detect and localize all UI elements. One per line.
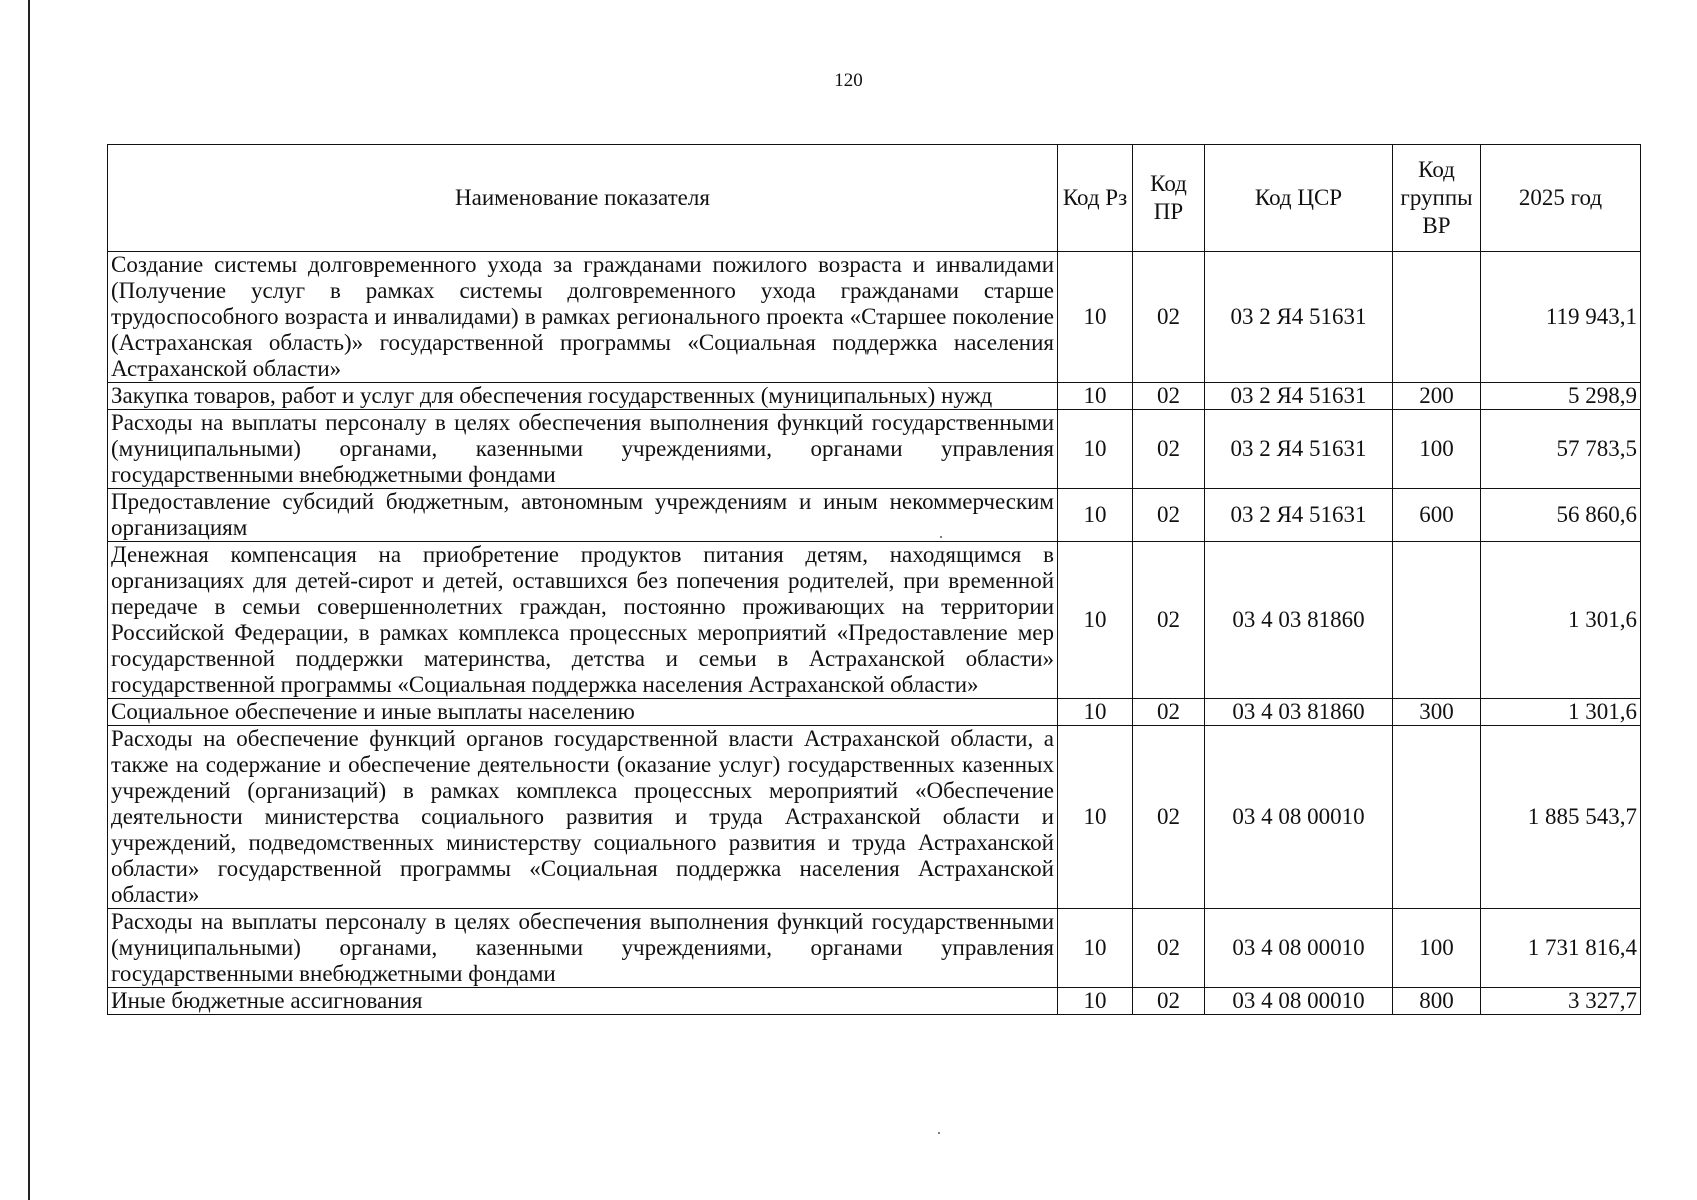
- header-csr: Код ЦСР: [1205, 145, 1393, 252]
- row-vr: 200: [1393, 383, 1481, 410]
- row-name: Социальное обеспечение и иные выплаты населению: [108, 699, 1058, 726]
- row-csr: 03 2 Я4 51631: [1205, 489, 1393, 542]
- row-rz: 10: [1058, 909, 1133, 988]
- row-name: Иные бюджетные ассигнования: [108, 988, 1058, 1015]
- row-csr: 03 2 Я4 51631: [1205, 252, 1393, 383]
- table-row: [108, 410, 1641, 489]
- table-row: [108, 909, 1641, 988]
- row-amount: 1 885 543,7: [1481, 726, 1641, 909]
- row-csr: 03 4 08 00010: [1205, 909, 1393, 988]
- row-amount: 119 943,1: [1481, 252, 1641, 383]
- row-csr: 03 4 03 81860: [1205, 542, 1393, 699]
- row-rz: 10: [1058, 410, 1133, 489]
- row-vr: [1393, 252, 1481, 383]
- row-pr: 02: [1133, 699, 1205, 726]
- row-vr: [1393, 542, 1481, 699]
- row-amount: 3 327,7: [1481, 988, 1641, 1015]
- row-vr: 800: [1393, 988, 1481, 1015]
- budget-table: [107, 144, 1641, 1015]
- row-rz: 10: [1058, 699, 1133, 726]
- row-name: Закупка товаров, работ и услуг для обеспечения государственных (муниципальных) нужд: [108, 383, 1058, 410]
- table-row: [108, 252, 1641, 383]
- row-pr: 02: [1133, 252, 1205, 383]
- row-vr: 100: [1393, 909, 1481, 988]
- row-name: Денежная компенсация на приобретение продуктов питания детям, находящимся в организациях для детей-сирот и детей, оставшихся без попечения родителей, при временной передаче в семьи совершеннолетних граждан, постоянно проживающих на территории Российской Федерации, в рамках комплекса процессных мероприятий «Предоставление мер государственной поддержки материнства, детства и семьи в Астраханской области» государственной программы «Социальная поддержка населения Астраханской области»: [108, 542, 1058, 699]
- row-rz: 10: [1058, 489, 1133, 542]
- row-rz: 10: [1058, 726, 1133, 909]
- scan-speck: [938, 1132, 940, 1134]
- row-amount: 1 301,6: [1481, 699, 1641, 726]
- row-pr: 02: [1133, 489, 1205, 542]
- row-csr: 03 4 03 81860: [1205, 699, 1393, 726]
- table-row: [108, 489, 1641, 542]
- row-amount: 56 860,6: [1481, 489, 1641, 542]
- row-csr: 03 4 08 00010: [1205, 726, 1393, 909]
- header-year: 2025 год: [1481, 145, 1641, 252]
- row-name: Расходы на выплаты персоналу в целях обеспечения выполнения функций государственными (муниципальными) органами, казенными учреждениями, органами управления государственными внебюджетными фондами: [108, 909, 1058, 988]
- header-pr: Код ПР: [1133, 145, 1205, 252]
- row-pr: 02: [1133, 988, 1205, 1015]
- row-rz: 10: [1058, 542, 1133, 699]
- row-amount: 57 783,5: [1481, 410, 1641, 489]
- table-row: [108, 699, 1641, 726]
- row-vr: 300: [1393, 699, 1481, 726]
- row-pr: 02: [1133, 383, 1205, 410]
- table-row: [108, 726, 1641, 909]
- scan-speck: [940, 536, 942, 538]
- table-header-row: [108, 145, 1641, 252]
- row-amount: 5 298,9: [1481, 383, 1641, 410]
- row-vr: 600: [1393, 489, 1481, 542]
- row-name: Расходы на обеспечение функций органов государственной власти Астраханской области, а также на содержание и обеспечение деятельности (оказание услуг) государственных казенных учреждений (организаций) в рамках комплекса процессных мероприятий «Обеспечение деятельности министерства социального развития и труда Астраханской области и учреждений, подведомственных министерству социального развития и труда Астраханской области» государственной программы «Социальная поддержка населения Астраханской области»: [108, 726, 1058, 909]
- row-name: Предоставление субсидий бюджетным, автономным учреждениям и иным некоммерческим организациям: [108, 489, 1058, 542]
- row-vr: 100: [1393, 410, 1481, 489]
- row-amount: 1 301,6: [1481, 542, 1641, 699]
- header-name: Наименование показателя: [108, 145, 1058, 252]
- header-vr: Код группы ВР: [1393, 145, 1481, 252]
- header-rz: Код Рз: [1058, 145, 1133, 252]
- row-amount: 1 731 816,4: [1481, 909, 1641, 988]
- row-vr: [1393, 726, 1481, 909]
- row-pr: 02: [1133, 909, 1205, 988]
- row-name: Создание системы долговременного ухода за гражданами пожилого возраста и инвалидами (Получение услуг в рамках системы долговременного ухода гражданами старше трудоспособного возраста и инвалидами) в рамках регионального проекта «Старшее поколение (Астраханская область)» государственной программы «Социальная поддержка населения Астраханской области»: [108, 252, 1058, 383]
- row-rz: 10: [1058, 252, 1133, 383]
- row-name: Расходы на выплаты персоналу в целях обеспечения выполнения функций государственными (муниципальными) органами, казенными учреждениями, органами управления государственными внебюджетными фондами: [108, 410, 1058, 489]
- row-pr: 02: [1133, 410, 1205, 489]
- row-csr: 03 2 Я4 51631: [1205, 383, 1393, 410]
- row-pr: 02: [1133, 542, 1205, 699]
- binding-line: [28, 0, 30, 1200]
- row-rz: 10: [1058, 383, 1133, 410]
- table-row: [108, 383, 1641, 410]
- table-row: [108, 542, 1641, 699]
- table-row: [108, 988, 1641, 1015]
- page-number: 120: [834, 70, 863, 91]
- row-csr: 03 4 08 00010: [1205, 988, 1393, 1015]
- row-pr: 02: [1133, 726, 1205, 909]
- row-csr: 03 2 Я4 51631: [1205, 410, 1393, 489]
- row-rz: 10: [1058, 988, 1133, 1015]
